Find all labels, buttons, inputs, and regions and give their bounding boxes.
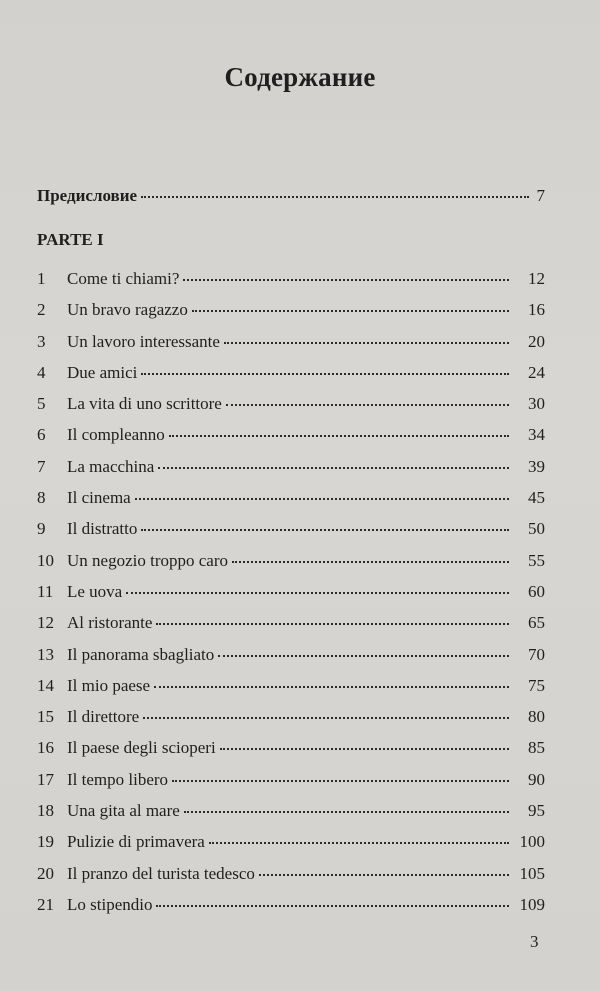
chapter-page: 85: [528, 738, 545, 758]
chapter-title: Le uova: [67, 581, 123, 601]
chapter-page: 109: [519, 894, 545, 914]
chapter-number: 6: [37, 425, 46, 445]
chapter-title: Il direttore: [67, 707, 140, 727]
toc-entry: [37, 645, 545, 676]
toc-entry: [37, 551, 545, 582]
dot-leader: [259, 873, 509, 876]
chapter-number: 16: [37, 738, 54, 758]
dot-leader: [218, 654, 509, 657]
chapter-title: Il tempo libero: [67, 769, 169, 789]
chapter-title: Un lavoro interessante: [67, 331, 220, 351]
dot-leader: [172, 779, 509, 782]
chapter-title: La vita di uno scrittore: [67, 394, 222, 414]
chapter-title: La macchina: [67, 456, 155, 476]
chapter-number: 9: [37, 519, 46, 539]
toc-entry: [37, 770, 545, 801]
chapter-title: Il paese degli scioperi: [67, 738, 216, 758]
chapter-title: Pulizie di primavera: [67, 832, 205, 852]
chapter-number: 17: [37, 769, 54, 789]
toc-entry: [37, 895, 545, 926]
toc-entry: [37, 488, 545, 519]
chapter-page: 100: [519, 832, 545, 852]
dot-leader: [192, 309, 509, 312]
dot-leader: [156, 622, 509, 625]
chapter-number: 3: [37, 331, 46, 351]
chapter-page: 75: [528, 675, 545, 695]
chapter-number: 18: [37, 801, 54, 821]
toc-entry: [37, 269, 545, 300]
dot-leader: [232, 560, 509, 563]
dot-leader: [184, 810, 509, 813]
chapter-number: 14: [37, 675, 54, 695]
dot-leader: [154, 685, 509, 688]
chapter-number: 20: [37, 863, 54, 883]
chapter-number: 21: [37, 894, 54, 914]
chapter-page: 45: [528, 488, 545, 508]
chapter-title: Il distratto: [67, 519, 138, 539]
dot-leader: [183, 278, 509, 281]
toc-entry: [37, 332, 545, 363]
chapter-page: 20: [528, 331, 545, 351]
chapter-number: 8: [37, 488, 46, 508]
chapter-page: 90: [528, 769, 545, 789]
chapter-page: 55: [528, 550, 545, 570]
chapter-number: 4: [37, 362, 46, 382]
chapter-page: 16: [528, 300, 545, 320]
toc-entry: [37, 519, 545, 550]
toc-entry: [37, 801, 545, 832]
chapter-page: 95: [528, 801, 545, 821]
table-of-contents: [37, 269, 545, 926]
dot-leader: [156, 904, 509, 907]
toc-entry: [37, 363, 545, 394]
chapter-number: 2: [37, 300, 46, 320]
chapter-page: 24: [528, 362, 545, 382]
chapter-number: 13: [37, 644, 54, 664]
dot-leader: [141, 372, 509, 375]
toc-entry-preface: [37, 186, 545, 206]
toc-entry: [37, 832, 545, 863]
preface-label: Предисловие: [37, 186, 138, 205]
chapter-number: 12: [37, 613, 54, 633]
chapter-number: 1: [37, 269, 46, 288]
dot-leader: [169, 434, 509, 437]
chapter-number: 7: [37, 456, 46, 476]
toc-entry: [37, 707, 545, 738]
toc-entry: [37, 864, 545, 895]
chapter-title: Il panorama sbagliato: [67, 644, 215, 664]
toc-entry: [37, 394, 545, 425]
part-heading: PARTE I: [37, 230, 104, 249]
preface-page: 7: [536, 186, 545, 205]
chapter-title: Al ristorante: [67, 613, 153, 633]
chapter-title: Una gita al mare: [67, 801, 180, 821]
toc-entry: [37, 676, 545, 707]
chapter-title: Due amici: [67, 362, 138, 382]
dot-leader: [224, 341, 509, 344]
toc-entry: [37, 425, 545, 456]
chapter-title: Un bravo ragazzo: [67, 300, 188, 320]
dot-leader: [126, 591, 509, 594]
chapter-number: 5: [37, 394, 46, 414]
chapter-page: 60: [528, 581, 545, 601]
dot-leader: [158, 466, 509, 469]
dot-leader: [226, 403, 509, 406]
chapter-page: 34: [528, 425, 545, 445]
chapter-title: Il mio paese: [67, 675, 151, 695]
page-number: 3: [530, 932, 539, 951]
chapter-number: 15: [37, 707, 54, 727]
chapter-page: 12: [528, 269, 545, 288]
toc-entry: [37, 613, 545, 644]
dot-leader: [209, 841, 509, 844]
dot-leader: [135, 497, 509, 500]
toc-entry: [37, 300, 545, 331]
chapter-title: Il compleanno: [67, 425, 165, 445]
dot-leader: [220, 747, 509, 750]
chapter-title: Il pranzo del turista tedesco: [67, 863, 255, 883]
chapter-page: 80: [528, 707, 545, 727]
chapter-title: Lo stipendio: [67, 894, 153, 914]
chapter-number: 10: [37, 550, 54, 570]
chapter-page: 39: [528, 456, 545, 476]
page-title: Содержание: [224, 62, 376, 92]
chapter-page: 70: [528, 644, 545, 664]
toc-entry: [37, 457, 545, 488]
chapter-page: 30: [528, 394, 545, 414]
chapter-page: 65: [528, 613, 545, 633]
chapter-number: 11: [37, 581, 54, 601]
dot-leader: [141, 528, 509, 531]
chapter-title: Il cinema: [67, 488, 131, 508]
toc-entry: [37, 582, 545, 613]
chapter-title: Un negozio troppo caro: [67, 550, 228, 570]
toc-entry: [37, 738, 545, 769]
chapter-page: 50: [528, 519, 545, 539]
chapter-title: Come ti chiami?: [67, 269, 180, 288]
dot-leader: [143, 716, 509, 719]
chapter-number: 19: [37, 832, 54, 852]
dot-leader: [141, 195, 528, 198]
chapter-page: 105: [519, 863, 545, 883]
